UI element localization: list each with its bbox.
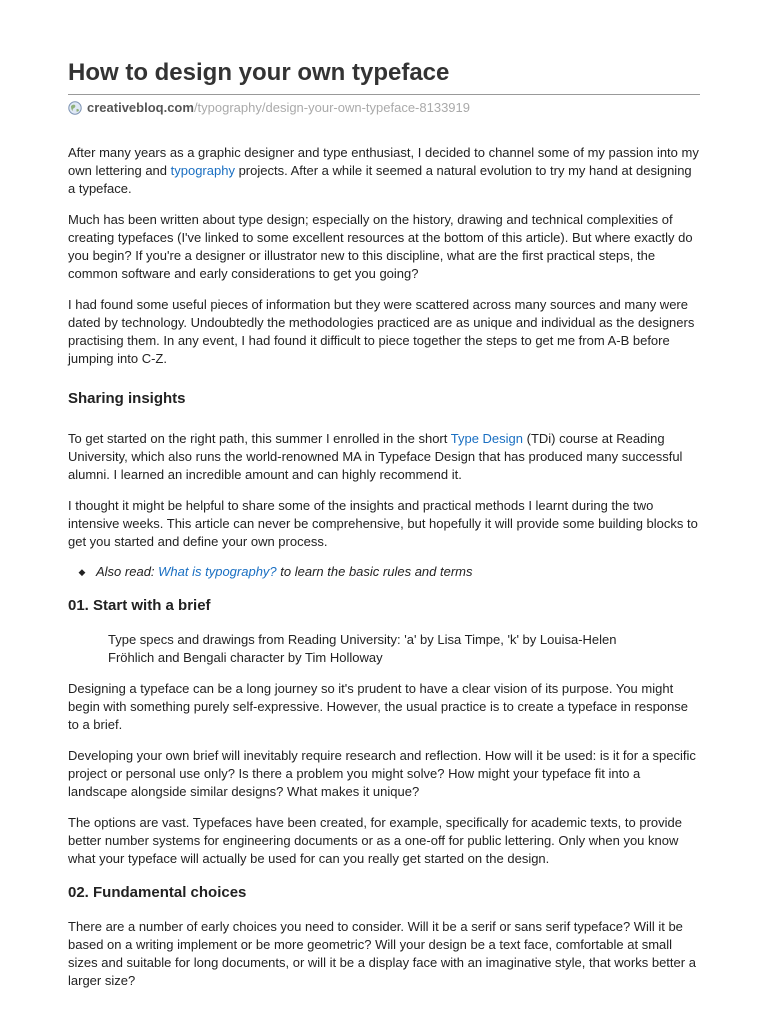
sharing-paragraph-2: I thought it might be helpful to share some of the insights and practical methods I learnt during the two intensive weeks. This article can never be comprehensive, but hopefully it will provide some building blocks to get you started and define your own process. [68, 498, 698, 549]
also-read-item: ◆ Also read: What is typography? to learn the basic rules and terms [68, 563, 700, 581]
what-is-typography-link[interactable]: What is typography? [158, 564, 277, 579]
source-domain: creativebloq.com [87, 100, 194, 115]
intro-paragraph-2: Much has been written about type design; especially on the history, drawing and technical complexities of creating typefaces (I've linked to some excellent resources at the bottom of this article). But where exactly do you begin? If you're a designer or illustrator new to this discipline, what are the first practical steps, the common software and early considerations to get you going? [68, 212, 693, 281]
image-caption: Type specs and drawings from Reading University: 'a' by Lisa Timpe, 'k' by Louisa-Helen Fröhlich and Bengali character by Tim Holloway [108, 632, 617, 665]
brief-paragraph-1: Designing a typeface can be a long journey so it's prudent to have a clear vision of its purpose. You might begin with something purely self-expressive. However, the usual practice is to create a typeface in response to a brief. [68, 681, 688, 732]
title-divider [68, 94, 700, 95]
fundamental-paragraph-1: There are a number of early choices you need to consider. Will it be a serif or sans serif typeface? Will it be based on a writing implement or be more geometric? Will your design be a text face, comfortable at small sizes and suitable for long documents, or will it be a display face with an imaginative style, that works better a larger size? [68, 919, 696, 988]
diamond-bullet-icon: ◆ [78, 567, 86, 577]
section-heading-fundamental: 02. Fundamental choices [68, 884, 247, 901]
article [68, 0, 700, 990]
page-title: How to design your own typeface [68, 59, 450, 86]
globe-icon [68, 101, 82, 115]
sharing-paragraph-1: To get started on the right path, this summer I enrolled in the short Type Design (TDi) course at Reading University, which also runs the world-renowned MA in Typeface Design that has produced many successful alumni. I learned an incredible amount and can highly recommend it. [68, 431, 683, 482]
section-heading-sharing: Sharing insights [68, 390, 186, 407]
type-design-link[interactable]: Type Design [450, 431, 524, 446]
intro-paragraph-3: I had found some useful pieces of information but they were scattered across many sources and many were dated by technology. Undoubtedly the methodologies practiced are as unique and individual as the designers practising them. In any event, I had found it difficult to piece together the steps to get me from A-B before jumping into C-Z. [68, 297, 695, 366]
brief-paragraph-3: The options are vast. Typefaces have been created, for example, specifically for academic texts, to provide better number systems for engineering documents or as a one-off for public lettering. Only when you know what your typeface will actually be used for can you really get started on the design. [68, 815, 682, 866]
typography-link[interactable]: typography [170, 163, 235, 178]
intro-paragraph-1: After many years as a graphic designer and type enthusiast, I decided to channel some of my passion into my own lettering and typography projects. After a while it seemed a natural evolution to try my hand at designing a typeface. [68, 145, 699, 196]
source-url[interactable] [68, 100, 700, 116]
section-heading-brief: 01. Start with a brief [68, 597, 211, 614]
source-path: /typography/design-your-own-typeface-8133919 [193, 100, 470, 115]
brief-paragraph-2: Developing your own brief will inevitably require research and reflection. How will it be used: is it for a specific project or personal use only? Is there a problem you might solve? How might your typeface fit into a landscape alongside similar designs? What makes it unique? [68, 748, 696, 799]
